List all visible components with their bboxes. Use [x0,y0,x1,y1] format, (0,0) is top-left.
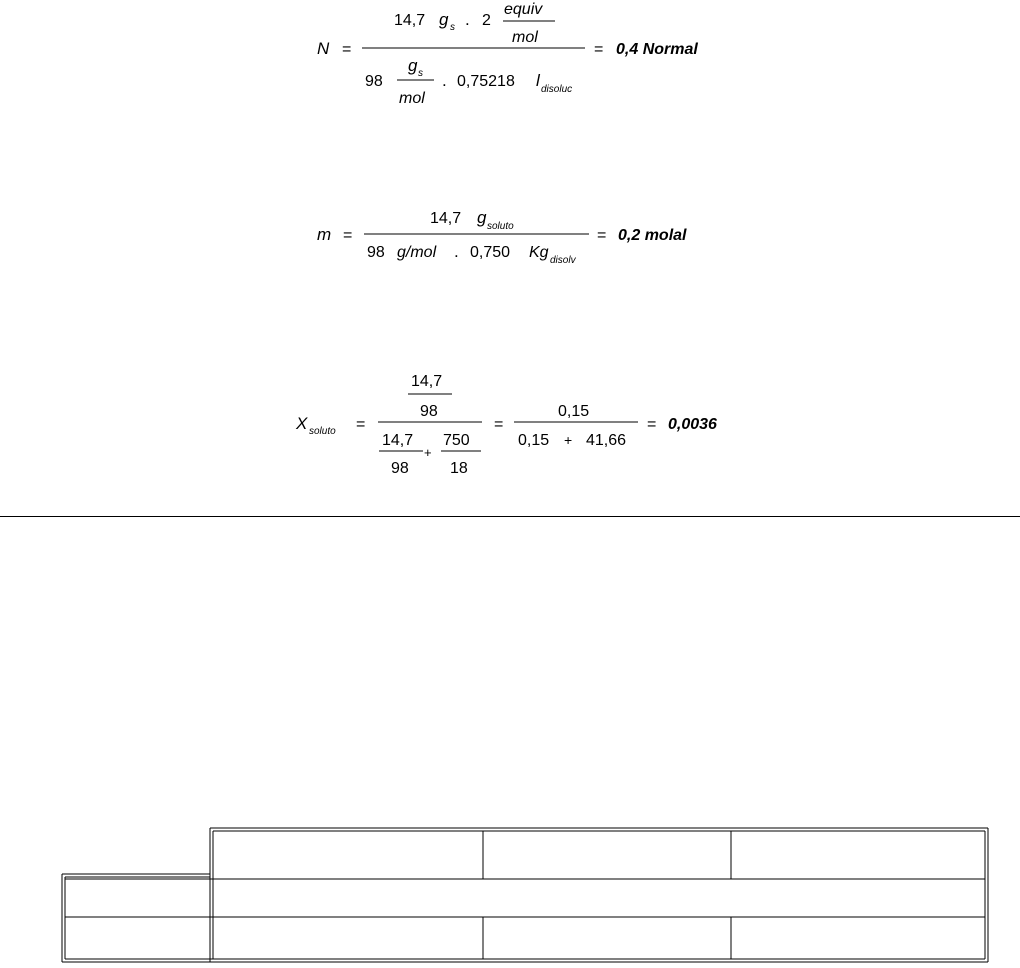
molar-fraction-equation-graphic [290,365,750,480]
multiply-dot: . [465,10,470,29]
volume-unit: l [536,71,540,90]
solvent-molar-mass: 18 [450,460,468,477]
equiv-label: equiv [504,1,543,18]
molar-mass: 98 [365,73,383,90]
numerator-mass: 14,7 [394,12,426,29]
normality-symbol: N [317,39,330,58]
volume-unit-sub: disoluc [541,84,573,95]
numerator-unit: g [439,10,449,29]
normality-equation-graphic [300,0,740,115]
third-equals: = [647,416,657,433]
result-equals: = [594,41,604,58]
numerator-factor: 2 [482,12,491,29]
molality-symbol: m [317,225,332,244]
molar-mass: 98 [367,244,385,261]
molar-mass-unit-top: g [408,56,418,75]
molality-result: 0,2 molal [618,227,687,244]
solute-mass-unit: g [477,208,487,227]
solute-moles: 0,15 [558,403,590,420]
molar-fraction-result: 0,0036 [668,416,717,433]
solvent-mass-unit-sub: disolv [550,255,576,266]
numerator-unit-sub: s [450,22,455,33]
normality-result: 0,4 Normal [616,41,698,58]
molar-fraction-sub: soluto [309,426,336,437]
molar-mass-unit-bottom: mol [399,90,425,107]
solute-grams: 14,7 [411,373,443,390]
middle-plus-sign: + [564,432,573,448]
solute-mass: 14,7 [430,210,462,227]
denominator-dot: . [442,71,447,90]
empty-table [0,820,1020,963]
solution-volume: 0,75218 [457,73,515,90]
plus-sign: + [424,445,432,460]
solute-grams-bottom: 14,7 [382,432,414,449]
solvent-mass: 0,750 [470,244,511,261]
molar-fraction-symbol: X [296,414,308,433]
solvent-grams: 750 [443,432,470,449]
second-equals: = [494,416,504,433]
molality-equation-graphic [300,195,740,275]
molar-mass-unit: g/mol [397,244,437,261]
section-divider [0,516,1020,517]
equiv-mol-label: mol [512,29,538,46]
solvent-mass-unit: Kg [529,244,549,261]
equals-sign: = [343,227,353,244]
result-equals: = [597,227,607,244]
solute-molar-mass-bottom: 98 [391,460,409,477]
solute-mass-unit-sub: soluto [487,221,514,232]
normality-equation [300,0,740,115]
multiply-dot: . [454,242,459,261]
molar-fraction-equation [290,365,750,480]
molality-equation [300,195,740,275]
molar-mass-unit-top-sub: s [418,68,423,79]
equals-sign: = [342,41,352,58]
solute-molar-mass: 98 [420,403,438,420]
empty-table-grid [0,820,1020,963]
equals-sign: = [356,416,366,433]
solute-moles-bottom: 0,15 [518,432,550,449]
solvent-moles: 41,66 [586,432,627,449]
